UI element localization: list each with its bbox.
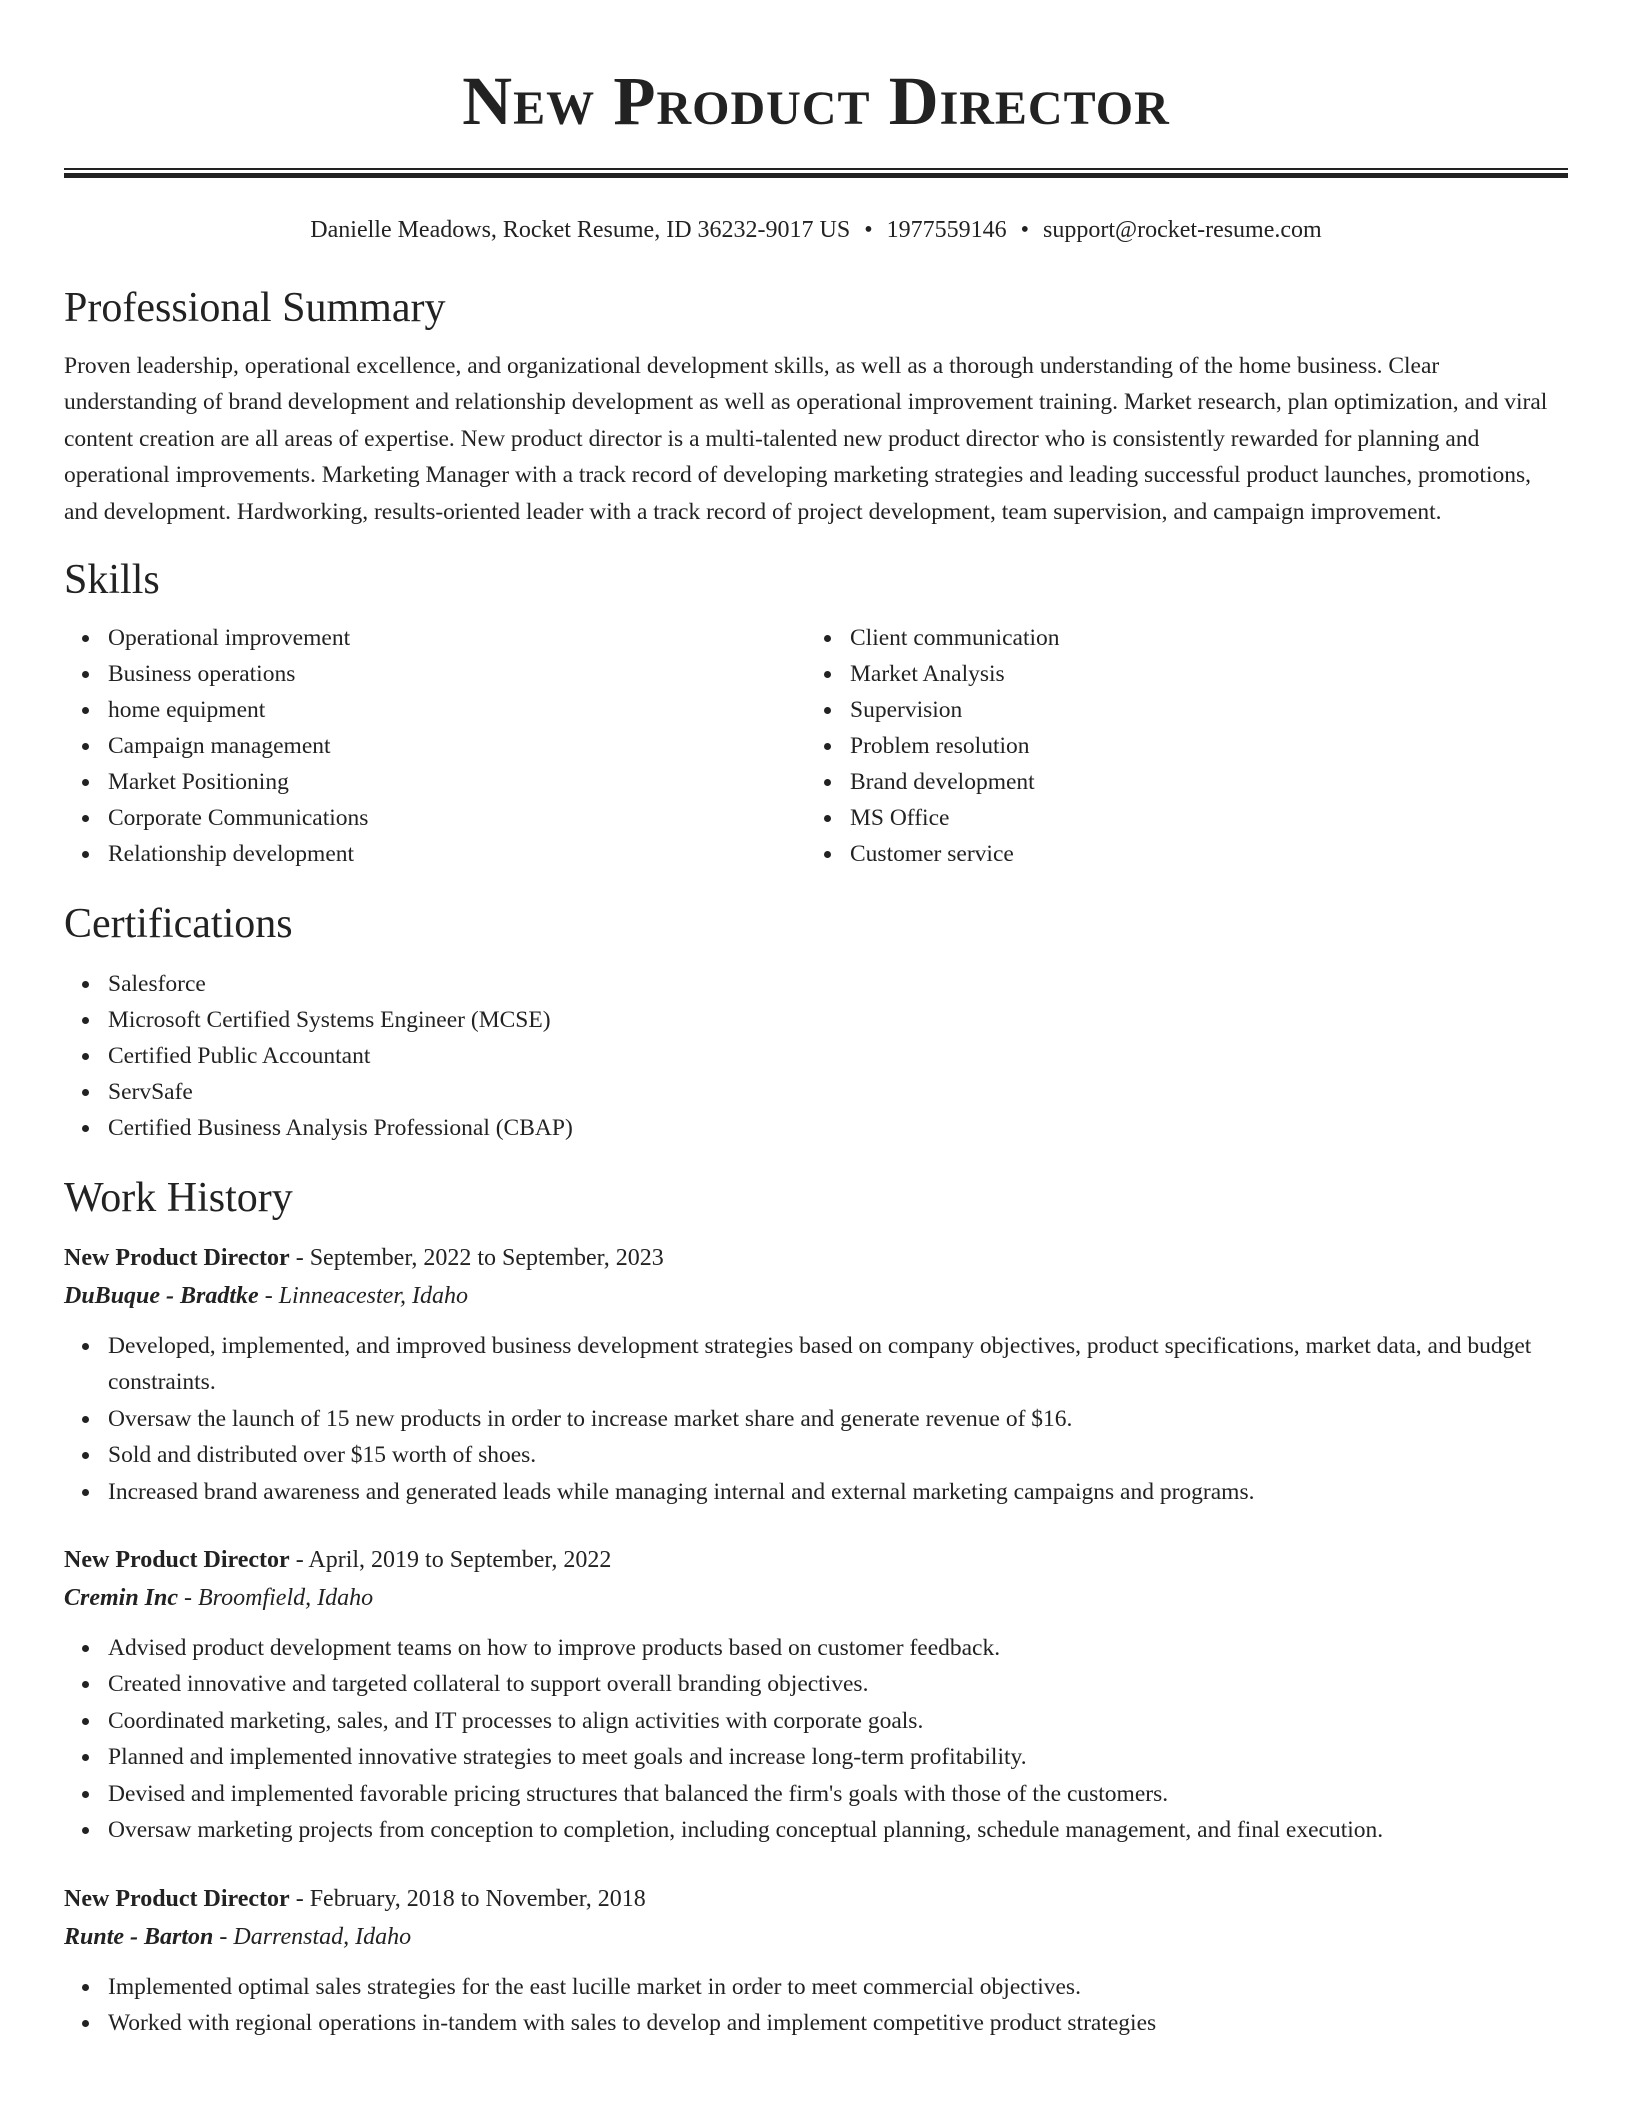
job-dates: - April, 2019 to September, 2022 (289, 1547, 612, 1574)
skill-item: Customer service (850, 836, 1548, 872)
job-bullet: Advised product development teams on how to improve products based on customer feedback. (108, 1630, 1568, 1666)
job-dates: - February, 2018 to November, 2018 (289, 1885, 646, 1912)
skill-item: Relationship development (108, 836, 806, 872)
resume-page (64, 0, 1568, 2041)
job-dates: - September, 2022 to September, 2023 (289, 1245, 664, 1272)
contact-phone: 1977559146 (886, 217, 1007, 243)
job-bullet: Coordinated marketing, sales, and IT processes to align activities with corporate goals. (108, 1703, 1568, 1739)
summary-text: Proven leadership, operational excellence, and organizational development skills, as well as a thorough understanding of the home business. Clear understanding of brand development and relationship development as well as operational improvement training. Market research, plan optimization, and viral content creation are all areas of expertise. New product director is a multi-talented new product director who is consistently rewarded for planning and operational improvements. Marketing Manager with a track record of developing marketing strategies and leading successful product launches, promotions, and development. Hardworking, results-oriented leader with a track record of project development, team supervision, and campaign improvement. (64, 353, 1548, 525)
job-location: - Broomfield, Idaho (178, 1585, 374, 1612)
job-company: Cremin Inc (64, 1585, 179, 1612)
job-header (64, 1881, 1568, 1917)
job-company-line (64, 1578, 1568, 1618)
job-company-line (64, 1276, 1568, 1316)
skill-item: Market Positioning (108, 764, 806, 800)
skills-column-right (806, 620, 1548, 872)
skills-heading: Skills (64, 557, 160, 604)
skills-list-left (64, 620, 806, 872)
skills-column-left (64, 620, 806, 872)
job-header (64, 1240, 1568, 1276)
certifications-heading: Certifications (64, 901, 293, 948)
skill-item: MS Office (850, 800, 1548, 836)
work-history-heading: Work History (64, 1175, 293, 1222)
skill-item: Client communication (850, 620, 1548, 656)
job-bullet: Developed, implemented, and improved business development strategies based on company objectives, product specifications, market data, and budget constraints. (108, 1328, 1568, 1401)
skills-list-right (806, 620, 1548, 872)
job-location: - Darrenstad, Idaho (213, 1923, 412, 1950)
certification-item: Certified Business Analysis Professional (CBAP) (108, 1110, 1568, 1146)
job-company: DuBuque - Bradtke (64, 1283, 259, 1310)
job-bullets (64, 1328, 1568, 1510)
summary-heading: Professional Summary (64, 285, 446, 331)
job-entry (64, 1240, 1568, 1510)
job-bullet: Oversaw marketing projects from conception to completion, including conceptual planning, schedule management, and final execution. (108, 1812, 1568, 1848)
job-entry (64, 1881, 1568, 2042)
contact-line (64, 214, 1568, 246)
job-bullet: Created innovative and targeted collateral to support overall branding objectives. (108, 1666, 1568, 1702)
job-header (64, 1542, 1568, 1578)
skill-item: home equipment (108, 692, 806, 728)
job-bullet: Implemented optimal sales strategies for the east lucille market in order to meet commercial objectives. (108, 1969, 1568, 2005)
job-title: New Product Director (64, 1885, 290, 1912)
job-title: New Product Director (64, 1547, 290, 1574)
skill-item: Brand development (850, 764, 1548, 800)
job-location: - Linneacester, Idaho (258, 1283, 468, 1310)
job-bullet: Sold and distributed over $15 worth of shoes. (108, 1437, 1568, 1473)
contact-separator: • (864, 217, 873, 243)
skill-item: Operational improvement (108, 620, 806, 656)
job-bullet: Worked with regional operations in-tandem with sales to develop and implement competitive product strategies (108, 2005, 1568, 2041)
job-bullets (64, 1969, 1568, 2042)
job-bullet: Increased brand awareness and generated leads while managing internal and external marketing campaigns and programs. (108, 1474, 1568, 1510)
certifications-list (64, 966, 1568, 1146)
certification-item: Microsoft Certified Systems Engineer (MCSE) (108, 1002, 1568, 1038)
skill-item: Problem resolution (850, 728, 1548, 764)
certification-item: Certified Public Accountant (108, 1038, 1568, 1074)
job-bullets (64, 1630, 1568, 1848)
job-bullet: Devised and implemented favorable pricing structures that balanced the firm's goals with those of the customers. (108, 1776, 1568, 1812)
certification-item: Salesforce (108, 966, 1568, 1002)
skills-grid (64, 620, 1568, 872)
skill-item: Business operations (108, 656, 806, 692)
skill-item: Supervision (850, 692, 1548, 728)
certification-item: ServSafe (108, 1074, 1568, 1110)
job-title: New Product Director (64, 1245, 290, 1272)
job-company: Runte - Barton (64, 1923, 214, 1950)
job-bullet: Oversaw the launch of 15 new products in order to increase market share and generate revenue of $16. (108, 1401, 1568, 1437)
contact-email: support@rocket-resume.com (1043, 217, 1322, 243)
title-divider (64, 168, 1568, 178)
skill-item: Campaign management (108, 728, 806, 764)
job-company-line (64, 1917, 1568, 1957)
skill-item: Market Analysis (850, 656, 1548, 692)
job-entry (64, 1542, 1568, 1848)
skill-item: Corporate Communications (108, 800, 806, 836)
contact-address: Danielle Meadows, Rocket Resume, ID 36232-9017 US (310, 217, 851, 243)
page-title: New Product Director (462, 63, 1170, 139)
contact-separator: • (1020, 217, 1030, 243)
job-bullet: Planned and implemented innovative strategies to meet goals and increase long-term profitability. (108, 1739, 1568, 1775)
